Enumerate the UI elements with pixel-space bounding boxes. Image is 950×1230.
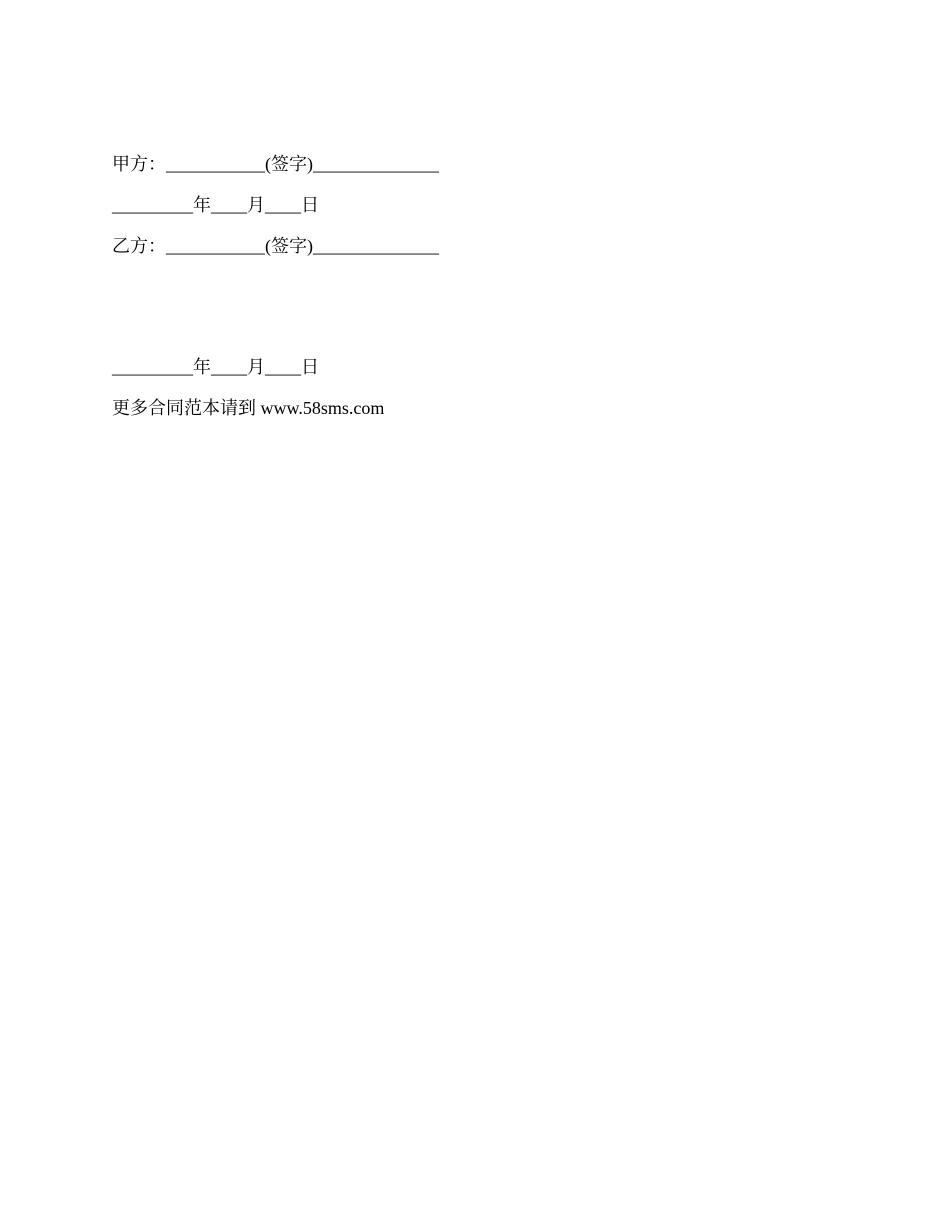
footer-note: 更多合同范本请到 www.58sms.com [112, 398, 385, 418]
party-b-signature-line: 乙方：___________(签字)______________ [112, 236, 439, 256]
party-a-date-line: _________年____月____日 [112, 195, 319, 215]
party-a-signature-line: 甲方：___________(签字)______________ [112, 154, 439, 174]
party-b-date-line: _________年____月____日 [112, 357, 319, 377]
